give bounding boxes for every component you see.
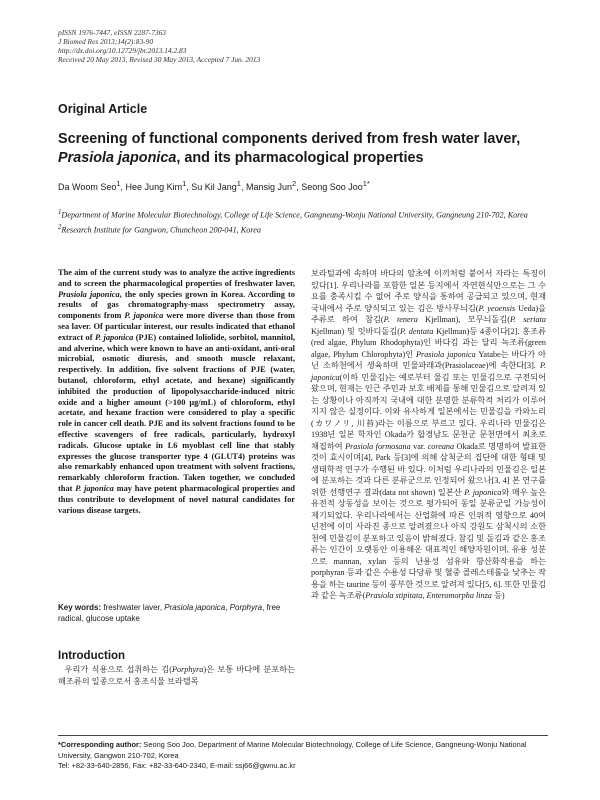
corresponding-label: *Corresponding author:: [58, 740, 142, 749]
keywords-label: Key words:: [58, 603, 102, 612]
title-species: Prasiola japonica: [58, 150, 177, 166]
author: Seong Soo Joo$^{1*}$: [301, 179, 370, 192]
affiliations: [58, 207, 558, 235]
author-list: [58, 179, 558, 192]
abstract: The aim of the current study was to analyze the active ingredients and to screen the pharmacological properties of freshwater laver, Prasiola japonica, the only species grown in Korea. According to results of gas chromatography-mass spectrometry assay, components from P. japonica were more diverse than those from sea laver. Of particular interest, our results indicated that ethanol extract of P. japonica (PJE) contained loliolide, sorbitol, mannitol, and alverine, which were known to have an anti-oxidant, anti-oral microbial, osmotic diuresis, and smooth muscle relaxant, respectively. In addition, five solvent fractions of PJE (water, butanol, chloroform, ethyl acetate, and hexane) significantly inhibited the production of lipopolysaccharide-induced nitric oxide and a higher amount (>100 μg/mL) of chloroform, ethyl acetate, and hexane fraction were considered to play a specific role in cancer cell death. PJE and its solvent fractions found to be effective scavengers of free radicals, particularly, hydroxyl radicals. Glucose uptake in L6 myoblast cell line that stably expresses the glucose transporter type 4 (GLUT4) proteins was also remarkably enhanced upon treatment with solvent fractions, remarkably chloroform fraction. Taken together, we concluded that P. japonica may have potent pharmacological properties and thus contribute to development of novel natural candidates for various disease targets.: [58, 268, 295, 515]
journal-citation: J Biomed Res 2013;14(2):83-90: [58, 37, 154, 46]
keywords: Key words: freshwater laver, Prasiola japonica, Porphyra, free radical, glucose uptake: [58, 603, 281, 623]
introduction-text-continued: 보라털과에 속하며 바다의 암초에 이끼처럼 붙어서 자라는 특징이 있다[1]. 우리나라를 포함한 일본 등지에서 자연현식만으로는 그 수요를 충족시킬 수 없어 주로 양식을 통하여 공급되고 있으며, 현재 국내에서 주로 양식되고 있는 김은 방사무늬김(P. yeoensis Ueda)을 주류로 하여 참김(P. tenera Kjellman), 모무늬돌김(P. seriata Kjellman) 및 잇바디돌김(P. dentata Kjellman)등 4종이다[2]. 홍조류(red algae, Phylum Rhodophyta)인 바다김 과는 달리 녹조류(green algae, Phylum Chlorophyta)인 Prasiola japonica Yatabe는 바다가 아닌 소하천에서 생육하며 민물파래과(Prasiolaceae)에 속한다[3]. P. japonica(이하 민물김)는 예로부터 물김 또는 민물김으로 구전되어 왔으며, 현재는 인근 주민과 보호 배제를 통해 민물김으로 알려져 있는 상황이나 아직까지 국내에 대한 분명한 분류학적 처리가 이루어지지 않은 실정이다. 이와 유사하게 일본에서는 민물김을 카와노리(カワノリ, 川苔)라는 이름으로 부르고 있다. 우리나라 민물김은 1938년 일본 학자인 Okada가 합경남도 문천군 문천면에서 최초로 채집하여 Prasiola formosana var. coreana Okada로 명명하여 발표한 것이 효시이며[4], Park 등[3]에 의해 삼척군의 집단에 대한 형태 및 생태학적 연구가 수행된 바 있다. 이처럼 우리나라의 민물김은 일본에 분포하는 것과 다른 분류군으로 인정되어 왔으나[3, 4] 본 연구를 위한 선행연구 결과(data not shown) 일본산 P. japonica와 매우 높은 유전적 상동성을 보이는 것으로 평가되어 동일 분류군일 가능성이 제기되었다. 우리나라에서는 산업화에 따른 인위적 영향으로 40여년전에 이미 사라진 종으로 알려졌으나 아직 강원도 삼척시의 소한천에 민물김이 분포하고 있음이 밝혀졌다. 참김 및 돌김과 같은 홍조류는 인간이 오랫동안 이용해온 대표적인 해양자원이며, 유용 성분으로 mannan, xylan 등의 난용성 섬유와 항산화작용을 하는 porphyran 등과 같은 수용성 다당류 및 혈중 콜레스테롤을 낮추는 작용을 하는 taurine 등이 풍부한 것으로 알려져 있다[5, 6]. 또한 민물김과 같은 녹조류(Prasiola stipitata, Enteromorpha linza 등): [311, 269, 547, 600]
paper-title: [58, 130, 558, 168]
journal-metadata: [58, 28, 538, 64]
author: Hee Jung Kim$^1$,: [125, 179, 192, 192]
author: Su Kil Jang$^1$,: [191, 179, 246, 192]
author: Da Woom Seo$^1$,: [58, 179, 126, 192]
doi-link[interactable]: http://dx.doi.org/10.12729/jbr.2013.14.2.83: [58, 46, 187, 55]
section-heading-introduction: Introduction: [58, 650, 126, 662]
title-line1: Screening of functional components derived from fresh water laver,: [58, 131, 521, 147]
introduction-text: 우리가 식용으로 섭취하는 김(Porphyra)은 보통 바다에 분포하는 해조류의 일종으로서 홍조식물 브라텔목: [58, 665, 296, 686]
affiliation-1: $^1$Department of Marine Molecular Biotechnology, College of Life Science, Gangneung-Wonju National University, Gangneung 210-702, Korea: [58, 209, 528, 220]
title-line2: , and its pharmacological properties: [176, 150, 424, 166]
contact-line: Tel: +82-33-640-2856, Fax: +82-33-640-2340, E-mail: ssj66@gwnu.ac.kr: [58, 761, 296, 770]
article-type-label: Original Article: [58, 102, 148, 116]
footnote-divider: [58, 735, 548, 736]
author: Mansig Jun$^2$,: [245, 179, 302, 192]
submission-dates: Received 20 May 2013, Revised 30 May 2013, Accepted 7 Jun. 2013: [58, 55, 261, 64]
corresponding-author-footnote: *Corresponding author: Seong Soo Joo, Department of Marine Molecular Biotechnology, College of Life Science, Gangneung-Wonju National University, Gangwon 210-702, Korea Tel: +82-33-640-2856, Fax: +82-33-640-2340, E-mail: ssj66@gwnu.ac.kr: [58, 740, 527, 770]
affiliation-2: $^2$Research Institute for Gangwon, Chuncheon 200-041, Korea: [58, 223, 261, 235]
issn-line: pISSN 1976-7447, eISSN 2287-7363: [58, 28, 166, 37]
